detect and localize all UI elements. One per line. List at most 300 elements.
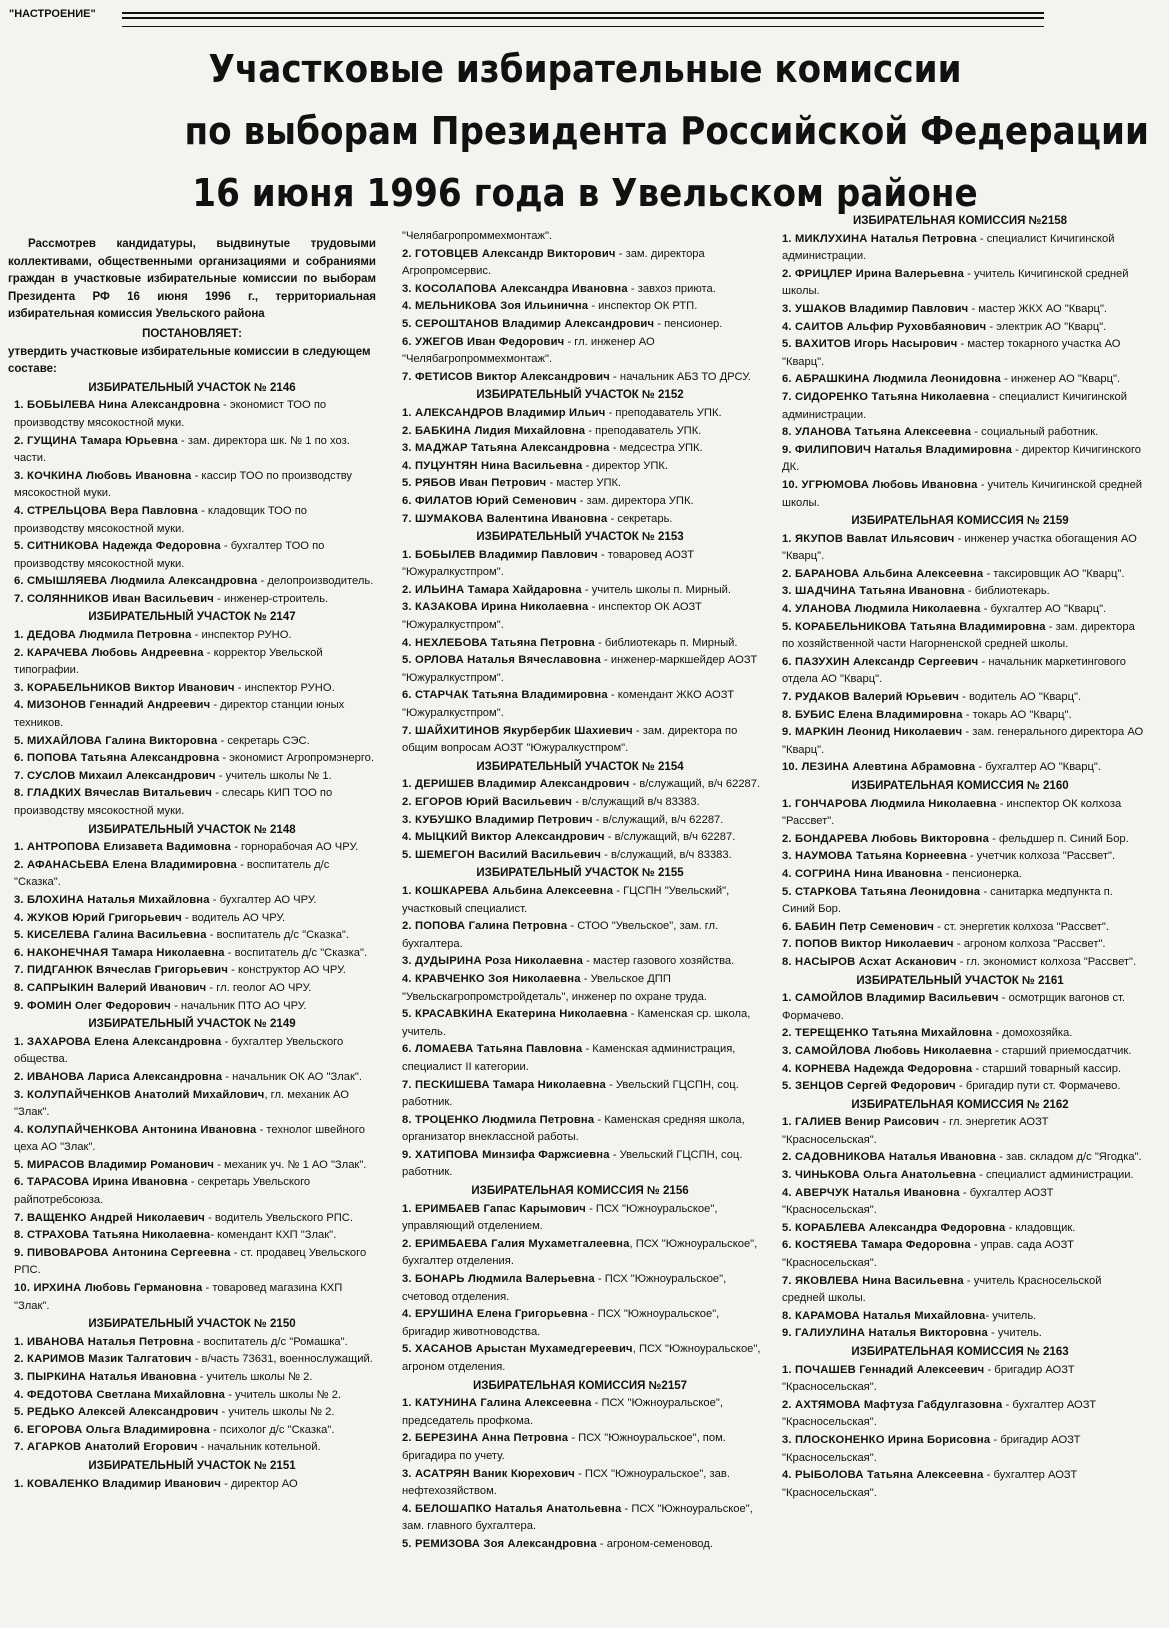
- member-position: - бухгалтер Увельского общества.: [14, 1035, 344, 1066]
- member-entry: [396, 1147, 764, 1182]
- member-name: 3. БОНАРЬ Людмила Валерьевна: [402, 1273, 595, 1286]
- member-entry: [396, 812, 764, 830]
- member-entry: [8, 998, 376, 1016]
- member-position: - зав. складом д/с "Ягодка".: [996, 1151, 1142, 1164]
- member-name: 7. ВАЩЕНКО Андрей Николаевич: [14, 1211, 205, 1224]
- member-entry: [776, 301, 1144, 319]
- member-name: 10. УГРЮМОВА Любовь Ивановна: [782, 478, 978, 491]
- member-name: 1. КОШКАРЕВА Альбина Алексеевна: [402, 884, 614, 897]
- member-position: - бухгалтер АОЗТ "Красносельская".: [782, 1469, 1078, 1499]
- member-position: - инженер участка обогащения АО "Кварц".: [782, 532, 1137, 563]
- member-entry: [776, 1114, 1144, 1149]
- member-name: 2. БЕРЕЗИНА Анна Петровна: [402, 1432, 569, 1445]
- member-entry: [396, 1006, 764, 1041]
- member-name: 2. БАРАНОВА Альбина Алексеевна: [782, 567, 984, 580]
- member-name: 2. ТЕРЕЩЕНКО Татьяна Михайловна: [782, 1027, 993, 1040]
- member-entry: [8, 1157, 376, 1175]
- member-entry: [396, 334, 764, 369]
- member-name: 4. МЫЦКИЙ Виктор Александрович: [402, 831, 605, 844]
- member-name: 3. КОРАБЕЛЬНИКОВ Виктор Иванович: [14, 681, 235, 694]
- member-position: - зам. директора шк. № 1 по хоз. части.: [14, 434, 350, 465]
- member-name: 2. КАРИМОВ Мазик Талгатович: [14, 1353, 192, 1366]
- member-position: - корректор Увельской типографии.: [14, 646, 323, 677]
- member-entry: [396, 1306, 764, 1341]
- member-name: 7. ПЕСКИШЕВА Тамара Николаевна: [402, 1078, 606, 1091]
- member-name: 1. КОВАЛЕНКО Владимир Иванович: [14, 1477, 222, 1490]
- member-position: - инспектор ОК РТП.: [588, 300, 698, 313]
- member-entry: [776, 1308, 1144, 1326]
- section-title: ИЗБИРАТЕЛЬНАЯ КОМИССИЯ № 2156: [471, 1185, 689, 1198]
- member-name: 1. ИВАНОВА Наталья Петровна: [14, 1335, 194, 1348]
- member-position: - медсестра УПК.: [609, 442, 703, 455]
- member-position: - начальник ОК АО "Злак".: [222, 1070, 362, 1083]
- member-position: - начальник АБЗ ТО ДРСУ.: [609, 370, 751, 383]
- section-title: ИЗБИРАТЕЛЬНЫЙ УЧАСТОК № 2148: [88, 823, 296, 836]
- member-name: 7. АГАРКОВ Анатолий Егорович: [14, 1441, 198, 1454]
- member-entry: [776, 477, 1144, 512]
- member-name: 4. АВЕРЧУК Наталья Ивановна: [782, 1186, 960, 1199]
- member-name: 5. ЗЕНЦОВ Сергей Федорович: [782, 1080, 956, 1093]
- member-entry: [776, 619, 1144, 654]
- member-position: - домохозяйка.: [992, 1027, 1073, 1040]
- member-entry: [776, 266, 1144, 301]
- member-name: 4. ЖУКОВ Юрий Григорьевич: [14, 911, 182, 924]
- member-position: - мастер УПК.: [546, 477, 622, 490]
- member-entry: [776, 336, 1144, 371]
- member-position: - горнорабочая АО ЧРУ.: [231, 841, 359, 854]
- member-name: 6. АБРАШКИНА Людмила Леонидовна: [782, 373, 1001, 386]
- member-position: , ПСХ "Южноуральское", агроном отделения.: [402, 1343, 761, 1373]
- member-position: - делопроизводитель.: [257, 575, 374, 588]
- member-entry: [396, 1041, 764, 1076]
- member-position: - кассир ТОО по производству мясокостной муки.: [14, 469, 352, 500]
- member-entry: [396, 493, 764, 511]
- member-position: - электрик АО "Кварц".: [986, 320, 1107, 333]
- member-name: 5. РЕДЬКО Алексей Александрович: [14, 1406, 219, 1419]
- member-name: 1. ГАЛИЕВ Венир Раисович: [782, 1116, 940, 1129]
- member-entry: [776, 566, 1144, 584]
- member-position: - ПСХ "Южноуральское", председатель профкома.: [402, 1397, 723, 1427]
- member-entry: [396, 1466, 764, 1501]
- member-position: - мастер токарного участка АО "Кварц".: [782, 338, 1121, 368]
- resolution-text: утвердить участковые избирательные комиссии в следующем составе:: [8, 345, 371, 376]
- member-entry: [396, 1271, 764, 1306]
- member-position: - социальный работник.: [971, 426, 1099, 439]
- section-title: ИЗБИРАТЕЛЬНЫЙ УЧАСТОК № 2155: [476, 867, 684, 880]
- member-position: , ПСХ "Южноуральское", бухгалтер отделения.: [402, 1237, 758, 1268]
- member-entry: [776, 1220, 1144, 1238]
- member-entry: [396, 1201, 764, 1236]
- member-name: 1. ЕРИМБАЕВ Гапас Карымович: [402, 1202, 586, 1215]
- member-position: - учитель школы п. Мирный.: [581, 583, 731, 596]
- member-entry: [776, 848, 1144, 866]
- member-name: 8. УЛАНОВА Татьяна Алексеевна: [782, 426, 972, 439]
- member-position: - кладовщик ТОО по производству мясокостной муки.: [14, 504, 307, 535]
- member-position: - ПСХ "Южноуральское", зам. главного бухгалтера.: [402, 1502, 753, 1533]
- member-position: - ПСХ "Южноуральское", зав. нефтехозяйством.: [402, 1467, 730, 1498]
- section-title: ИЗБИРАТЕЛЬНАЯ КОМИССИЯ № 2162: [851, 1098, 1069, 1111]
- member-name: 3. КАЗАКОВА Ирина Николаевна: [402, 601, 589, 614]
- member-position: - бухгалтер АО "Кварц".: [980, 603, 1107, 616]
- member-position: - секретарь СЭС.: [217, 734, 310, 747]
- member-entry: [8, 927, 376, 945]
- member-entry: [776, 866, 1144, 884]
- member-entry: [776, 424, 1144, 442]
- member-position: - учитель Кичигинской средней школы.: [782, 267, 1129, 298]
- member-name: 6. БАБИН Петр Семенович: [782, 920, 935, 933]
- member-position: - секретарь Увельского райпотребсоюза.: [14, 1176, 311, 1207]
- member-entry: [776, 389, 1144, 424]
- section-title: ИЗБИРАТЕЛЬНЫЙ УЧАСТОК № 2149: [88, 1018, 296, 1031]
- member-position: - психолог д/с "Сказка".: [209, 1423, 335, 1436]
- member-position: - директор АО: [221, 1477, 298, 1490]
- member-position: - зам. директора Агропромсервис.: [402, 247, 705, 278]
- member-position: - бригадир АОЗТ "Красносельская".: [782, 1363, 1075, 1394]
- section-title: ИЗБИРАТЕЛЬНАЯ КОМИССИЯ №2157: [472, 1379, 688, 1392]
- member-entry: [8, 538, 376, 573]
- member-entry: [396, 369, 764, 387]
- member-position: - агроном колхоза "Рассвет".: [953, 938, 1106, 951]
- member-entry: [8, 733, 376, 751]
- member-position: - экономист Агропромэнерго.: [219, 752, 375, 765]
- member-entry: [776, 831, 1144, 849]
- member-name: 6. НАКОНЕЧНАЯ Тамара Николаевна: [14, 946, 225, 959]
- member-position: - начальник ПТО АО ЧРУ.: [170, 999, 307, 1012]
- member-name: 3. БЛОХИНА Наталья Михайловна: [14, 893, 210, 906]
- member-entry: [396, 316, 764, 334]
- member-entry: [396, 776, 764, 794]
- section-title: ИЗБИРАТЕЛЬНЫЙ УЧАСТОК № 2153: [476, 531, 684, 544]
- member-entry: [396, 1236, 764, 1271]
- member-entry: [396, 1077, 764, 1112]
- member-position: - учетчик колхоза "Рассвет".: [966, 850, 1116, 863]
- member-entry: [8, 503, 376, 538]
- member-entry: [8, 1245, 376, 1280]
- member-name: 3. МАДЖАР Татьяна Александровна: [402, 442, 610, 455]
- member-entry: [396, 635, 764, 653]
- member-name: 5. ХАСАНОВ Арыстан Мухамедгереевич: [402, 1343, 633, 1356]
- member-entry: [776, 724, 1144, 759]
- member-name: 3. НАУМОВА Татьяна Корнеевна: [782, 850, 967, 863]
- member-name: 3. КУБУШКО Владимир Петрович: [402, 813, 593, 826]
- member-position: - технолог швейного цеха АО "Злак".: [14, 1123, 365, 1154]
- member-name: 1. ДЕРИШЕВ Владимир Александрович: [402, 778, 630, 791]
- member-name: 3. КОСОЛАПОВА Александра Ивановна: [402, 282, 628, 295]
- member-name: 6. КОСТЯЕВА Тамара Федоровна: [782, 1239, 971, 1252]
- member-name: 6. ПАЗУХИН Александр Сергеевич: [782, 655, 979, 668]
- member-name: 7. ШАЙХИТИНОВ Якурбербик Шахиевич: [402, 724, 633, 737]
- member-entry: [8, 573, 376, 591]
- member-name: 1. АНТРОПОВА Елизавета Вадимовна: [14, 841, 232, 854]
- member-position: - библиотекарь п. Мирный.: [594, 636, 738, 649]
- member-position: - мастер ЖКХ АО "Кварц".: [968, 302, 1108, 315]
- member-name: 7. ЯКОВЛЕВА Нина Васильевна: [782, 1274, 964, 1287]
- member-name: 7. СОЛЯННИКОВ Иван Васильевич: [14, 592, 214, 605]
- member-name: 4. СОГРИНА Нина Ивановна: [782, 867, 943, 880]
- member-name: 2. ИЛЬИНА Тамара Хайдаровна: [402, 583, 582, 596]
- member-position: - токарь АО "Кварц".: [962, 708, 1072, 721]
- member-name: 8. СТРАХОВА Татьяна Николаевна: [14, 1229, 211, 1242]
- member-name: 4. КОЛУПАЙЧЕНКОВА Антонина Ивановна: [14, 1123, 257, 1136]
- member-position: - ПСХ "Южноуральское", счетовод отделения.: [402, 1273, 727, 1303]
- member-entry: [8, 627, 376, 645]
- member-entry: [8, 697, 376, 732]
- member-position: - комендант КХП "Злак".: [210, 1229, 337, 1242]
- member-entry: [776, 1078, 1144, 1096]
- member-position: - учитель школы № 2.: [196, 1371, 313, 1383]
- member-entry: [396, 883, 764, 918]
- member-entry: [8, 1280, 376, 1315]
- member-name: 1. КАТУНИНА Галина Алексеевна: [402, 1397, 592, 1410]
- member-position: - специалист Кичигинской администрации.: [782, 390, 1127, 421]
- member-name: 5. МИРАСОВ Владимир Романович: [14, 1158, 215, 1171]
- column-3: [776, 212, 1144, 1608]
- member-entry: [396, 1430, 764, 1465]
- member-position: - начальник котельной.: [197, 1441, 321, 1454]
- member-name: 7. РУДАКОВ Валерий Юрьевич: [782, 691, 960, 704]
- member-name: 4. КОРНЕВА Надежда Федоровна: [782, 1062, 973, 1075]
- member-entry: [396, 423, 764, 441]
- member-position: - учитель Красносельской средней школы.: [782, 1274, 1102, 1305]
- member-entry: [396, 794, 764, 812]
- member-name: 1. БОБЫЛЕВ Владимир Павлович: [402, 548, 598, 561]
- member-entry: [776, 1043, 1144, 1061]
- member-position: - бухгалтер АОЗТ "Красносельская".: [782, 1186, 1054, 1217]
- member-name: 1. ГОНЧАРОВА Людмила Николаевна: [782, 797, 997, 810]
- column-2: [396, 228, 764, 1624]
- member-position: , гл. механик АО "Злак".: [14, 1088, 349, 1119]
- member-name: 5. КРАСАВКИНА Екатерина Николаевна: [402, 1008, 628, 1021]
- member-position: - учитель.: [985, 1309, 1037, 1322]
- member-name: 4. НЕХЛЕБОВА Татьяна Петровна: [402, 636, 595, 649]
- member-position: - библиотекарь.: [964, 585, 1050, 598]
- member-entry: [396, 599, 764, 634]
- member-name: 4. РЫБОЛОВА Татьяна Алексеевна: [782, 1469, 984, 1482]
- member-entry: [8, 680, 376, 698]
- member-name: 6. ЕГОРОВА Ольга Владимировна: [14, 1423, 210, 1436]
- member-position: - специалист Кичигинской администрации.: [782, 232, 1115, 263]
- member-position: - директор УПК.: [582, 459, 668, 472]
- member-entry: [396, 723, 764, 758]
- member-position: - в/служащий, в/ч 83383.: [601, 848, 732, 861]
- member-entry: [8, 1404, 376, 1422]
- member-position: - водитель АО ЧРУ.: [181, 911, 286, 924]
- member-position: - пенсионерка.: [942, 867, 1022, 880]
- member-name: 3. ПЫРКИНА Наталья Ивановна: [14, 1371, 197, 1383]
- member-position: - инспектор РУНО.: [234, 681, 335, 694]
- member-position: - старший товарный кассир.: [972, 1062, 1122, 1075]
- member-name: 3. ДУДЫРИНА Роза Николаевна: [402, 955, 584, 968]
- member-entry: [776, 1273, 1144, 1308]
- member-entry: [776, 1167, 1144, 1185]
- member-entry: [396, 1341, 764, 1376]
- member-entry: [8, 1369, 376, 1387]
- member-name: 5. СИТНИКОВА Надежда Федоровна: [14, 540, 221, 553]
- member-name: 2. БОНДАРЕВА Любовь Викторовна: [782, 832, 990, 845]
- member-name: 8. КАРАМОВА Наталья Михайловна: [782, 1309, 986, 1322]
- member-position: - учитель школы № 1.: [215, 769, 332, 782]
- member-position: - механик уч. № 1 АО "Злак".: [214, 1158, 367, 1171]
- member-position: - зам. директора по хозяйственной части Нагорненской средней школы.: [782, 620, 1135, 651]
- member-position: - инспектор ОК АОЗТ "Южуралкустпром".: [402, 601, 702, 632]
- section-title: ИЗБИРАТЕЛЬНЫЙ УЧАСТОК № 2161: [856, 974, 1064, 987]
- member-position: - специалист администрации.: [976, 1169, 1134, 1182]
- member-position: - водитель Увельского РПС.: [204, 1211, 353, 1224]
- section-title: ИЗБИРАТЕЛЬНЫЙ УЧАСТОК № 2147: [88, 611, 296, 624]
- member-position: - таксировщик АО "Кварц".: [983, 567, 1125, 580]
- member-entry: [8, 1476, 376, 1494]
- member-name: 7. ПИДГАНЮК Вячеслав Григорьевич: [14, 964, 229, 977]
- member-entry: [8, 857, 376, 892]
- member-entry: [8, 1227, 376, 1245]
- member-position: - преподаватель УПК.: [605, 406, 722, 419]
- member-name: 5. СТАРКОВА Татьяна Леонидовна: [782, 885, 981, 898]
- member-name: 4. САИТОВ Альфир Руховбаянович: [782, 320, 987, 333]
- member-name: 2. КАРАЧЕВА Любовь Андреевна: [14, 646, 204, 659]
- member-position: - Каменская администрация, специалист II категории.: [402, 1043, 736, 1073]
- member-name: 3. ЧИНЬКОВА Ольга Анатольевна: [782, 1169, 977, 1182]
- member-position: - управ. сада АОЗТ "Красносельская".: [782, 1239, 1074, 1270]
- member-entry: [396, 953, 764, 971]
- member-name: 1. ДЕДОВА Людмила Петровна: [14, 629, 192, 642]
- member-position: - комендант ЖКО АОЗТ "Южуралкустпром".: [402, 689, 735, 720]
- member-name: 1. ПОЧАШЕВ Геннадий Алексеевич: [782, 1363, 985, 1376]
- member-position: - ст. продавец Увельского РПС.: [14, 1246, 367, 1277]
- section-title: ИЗБИРАТЕЛЬНАЯ КОМИССИЯ № 2160: [851, 780, 1069, 792]
- member-position: - экономист ТОО по производству мясокостной муки.: [14, 399, 327, 429]
- member-entry: [8, 591, 376, 609]
- member-entry: [396, 829, 764, 847]
- member-position: - водитель АО "Кварц".: [959, 691, 1082, 704]
- member-name: 5. КОРАБЛЕВА Александра Федоровна: [782, 1221, 1006, 1234]
- member-position: - учитель.: [987, 1327, 1042, 1340]
- member-position: - бригадир АОЗТ "Красносельская".: [782, 1433, 1081, 1464]
- member-position: - старший приемосдатчик.: [991, 1044, 1132, 1057]
- member-position: - конструктор АО ЧРУ.: [228, 964, 346, 977]
- member-position: - товаровед магазина КХП "Злак".: [14, 1282, 343, 1312]
- member-position: - ПСХ "Южноуральское", бригадир животноводства.: [402, 1308, 720, 1338]
- member-position: - инженер АО "Кварц".: [1000, 373, 1121, 386]
- member-name: 7. СУСЛОВ Михаил Александрович: [14, 769, 216, 782]
- member-name: 2. ЕГОРОВ Юрий Васильевич: [402, 796, 573, 808]
- member-position: - зам. директора по общим вопросам АОЗТ "Южуралкустпром".: [402, 724, 738, 755]
- member-entry: [396, 1536, 764, 1554]
- member-name: 8. ТРОЦЕНКО Людмила Петровна: [402, 1113, 595, 1126]
- member-name: 8. ГЛАДКИХ Вячеслав Витальевич: [14, 787, 213, 800]
- intro-paragraph: Рассмотрев кандидатуры, выдвинутые трудовыми коллективами, общественными организациями и собраниями граждан в участковые избирательные комиссии по выборам Президента РФ 16 июня 1996 г., территориальная избирательная комиссия Увельского района: [8, 238, 376, 321]
- member-name: 5. ОРЛОВА Наталья Вячеславовна: [402, 654, 601, 667]
- member-entry: [8, 1422, 376, 1440]
- member-entry: [8, 1087, 376, 1122]
- member-name: 6. ЛОМАЕВА Татьяна Павловна: [402, 1043, 583, 1056]
- member-name: 10. ИРХИНА Любовь Германовна: [14, 1282, 203, 1295]
- member-entry: [396, 458, 764, 476]
- member-entry: [8, 397, 376, 432]
- member-name: 9. МАРКИН Леонид Николаевич: [782, 726, 963, 739]
- member-name: 5. РЕМИЗОВА Зоя Александровна: [402, 1537, 597, 1550]
- member-name: 4. ФЕДОТОВА Светлана Михайловна: [14, 1388, 226, 1401]
- member-position: - осмотрщик вагонов ст. Формачево.: [782, 992, 1126, 1022]
- member-name: 5. ВАХИТОВ Игорь Насырович: [782, 338, 958, 351]
- member-name: 2. ИВАНОВА Лариса Александровна: [14, 1070, 223, 1083]
- member-entry: [396, 511, 764, 529]
- member-position: - воспитатель д/с "Сказка".: [206, 929, 349, 942]
- member-position: - санитарка медпункта п. Синий Бор.: [782, 885, 1113, 916]
- member-position: - инженер-строитель.: [214, 592, 329, 605]
- section-title: ИЗБИРАТЕЛЬНЫЙ УЧАСТОК № 2151: [88, 1459, 296, 1472]
- member-position: - бухгалтер АО "Кварц".: [975, 761, 1101, 774]
- headline-line: 16 июня 1996 года в Увельском районе: [192, 171, 978, 215]
- member-position: - завхоз приюта.: [627, 282, 716, 295]
- member-name: 4. СТРЕЛЬЦОВА Вера Павловна: [14, 504, 198, 517]
- member-name: 4. МИЗОНОВ Геннадий Андреевич: [14, 699, 211, 712]
- member-name: 3. КОЛУПАЙЧЕНКОВ Анатолий Михайлович: [14, 1088, 265, 1101]
- member-position: - гл. геолог АО ЧРУ.: [206, 981, 312, 994]
- member-entry: [776, 1362, 1144, 1397]
- member-entry: [776, 919, 1144, 937]
- member-position: - ГЦСПН "Увельский", участковый специалист.: [402, 884, 730, 915]
- member-entry: [8, 750, 376, 768]
- member-entry: [776, 1325, 1144, 1343]
- member-position: - мастер газового хозяйства.: [583, 955, 735, 968]
- member-position: - начальник маркетингового отдела АО "Кварц".: [782, 655, 1127, 686]
- member-entry: [776, 759, 1144, 777]
- member-entry: [776, 601, 1144, 619]
- section-title: ИЗБИРАТЕЛЬНЫЙ УЧАСТОК № 2152: [476, 389, 684, 402]
- decree-heading: ПОСТАНОВЛЯЕТ:: [142, 327, 242, 340]
- member-entry: [8, 1387, 376, 1405]
- member-entry: [8, 1034, 376, 1069]
- member-position: - в/часть 73631, военнослужащий.: [191, 1353, 373, 1366]
- member-position: - директор станции юных техников.: [14, 699, 345, 730]
- member-entry: [396, 246, 764, 281]
- member-position: - учитель школы № 2.: [225, 1388, 342, 1401]
- member-position: - СТОО "Увельское", зам. гл. бухгалтера.: [402, 920, 719, 950]
- masthead-bar: [4, 6, 1164, 28]
- member-name: 6. УЖЕГОВ Иван Федорович: [402, 335, 565, 348]
- member-entry: [8, 1069, 376, 1087]
- member-entry: [8, 945, 376, 963]
- member-entry: [776, 583, 1144, 601]
- member-name: 9. ПИВОВАРОВА Антонина Сергеевна: [14, 1246, 231, 1259]
- member-name: 9. ХАТИПОВА Минзифа Фаржсиевна: [402, 1148, 610, 1161]
- member-entry: [396, 971, 764, 1006]
- member-entry: [776, 796, 1144, 831]
- member-entry: [776, 689, 1144, 707]
- member-entry: [396, 547, 764, 582]
- member-entry: [8, 1351, 376, 1369]
- member-entry: [396, 1112, 764, 1147]
- member-name: 5. КИСЕЛЕВА Галина Васильевна: [14, 929, 207, 942]
- member-name: 9. ГАЛИУЛИНА Наталья Викторовна: [782, 1327, 988, 1340]
- member-position: - бухгалтер АОЗТ "Красносельская".: [782, 1398, 1097, 1429]
- member-position: - ст. энергетик колхоза "Рассвет".: [934, 920, 1109, 933]
- masthead-rule-thin: [122, 26, 1044, 27]
- member-entry: [8, 645, 376, 680]
- member-name: 4. БЕЛОШАПКО Наталья Анатольевна: [402, 1502, 622, 1515]
- member-position: "Челябагропроммехмонтаж".: [402, 230, 553, 242]
- member-entry: [776, 1025, 1144, 1043]
- headline-line: по выборам Президента Российской Федерации: [184, 109, 1149, 153]
- member-position: - в/служащий, в/ч 62287.: [592, 813, 724, 826]
- member-entry: [396, 1501, 764, 1536]
- member-name: 1. БОБЫЛЕВА Нина Александровна: [14, 399, 220, 412]
- member-entry: [776, 654, 1144, 689]
- member-entry: [776, 371, 1144, 389]
- member-position: - учитель школы № 2.: [218, 1406, 335, 1419]
- member-entry: [776, 1185, 1144, 1220]
- member-name: 4. МЕЛЬНИКОВА Зоя Ильинична: [402, 300, 589, 313]
